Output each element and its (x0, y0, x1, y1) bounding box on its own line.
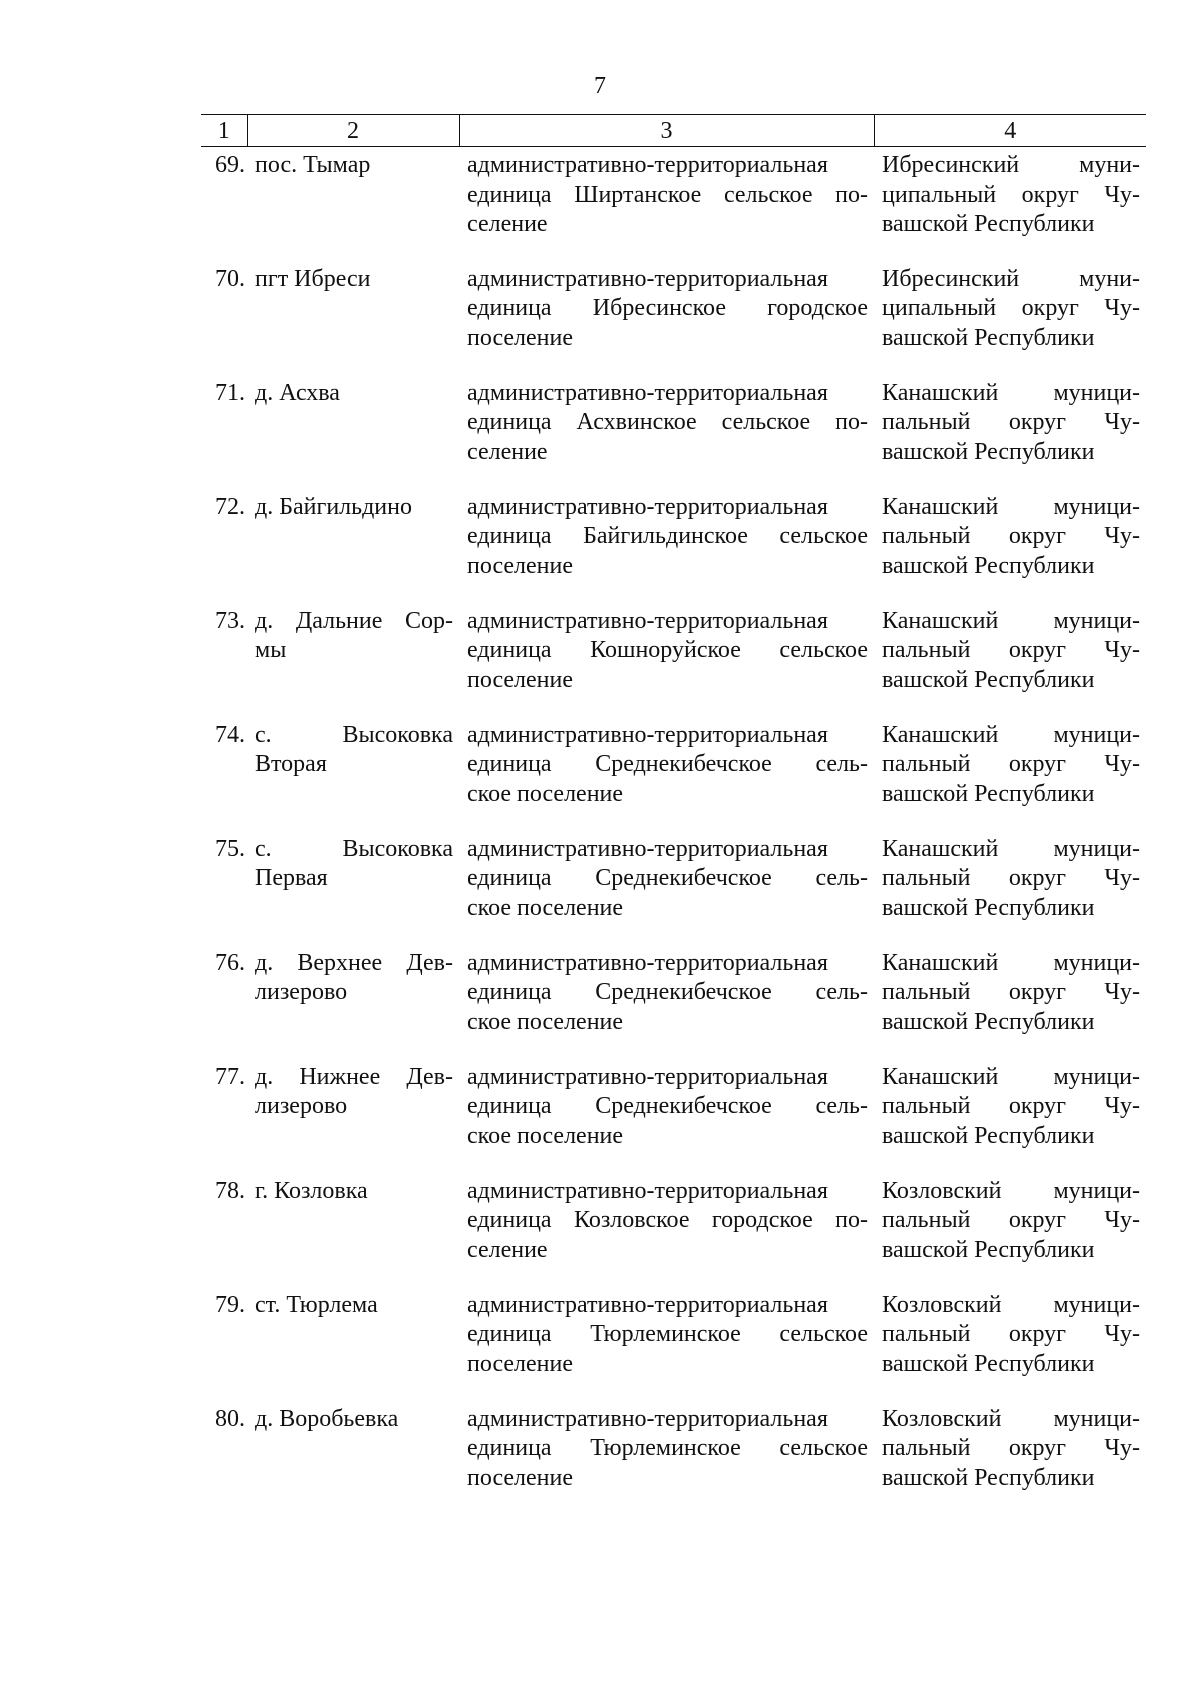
territorial-unit (459, 489, 874, 603)
territorial-unit (459, 147, 874, 261)
municipal-district-line: вашской Республики (882, 1350, 1095, 1377)
territorial-unit-line: селение (467, 211, 548, 237)
territorial-unit (459, 717, 874, 831)
settlement-name (247, 1401, 459, 1515)
municipal-district-line: Канашский муници- (882, 607, 1140, 634)
municipal-district (874, 147, 1146, 261)
page-number: 7 (594, 73, 606, 99)
municipal-district-line: ципальный округ Чу- (882, 181, 1140, 208)
settlement-name (247, 831, 459, 945)
municipal-district-line: вашской Республики (882, 1008, 1095, 1035)
settlement-name-line: ст. Тюрлема (255, 1291, 378, 1318)
municipal-district-line: пальный округ Чу- (882, 979, 1140, 1005)
municipal-district (874, 1059, 1146, 1173)
settlement-name (247, 147, 459, 261)
territorial-unit-line: единица Тюрлеминское сельское (467, 1321, 868, 1347)
municipal-district (874, 603, 1146, 717)
column-header-2: 2 (247, 115, 459, 147)
municipal-district-line: пальный округ Чу- (882, 1093, 1140, 1119)
territorial-unit-line: ское поселение (467, 1008, 624, 1035)
territorial-unit-line: административно-территориальная (467, 265, 828, 292)
municipal-district-line: Ибресинский муни- (882, 265, 1140, 292)
table-row (201, 717, 1146, 831)
municipal-district-line: Козловский муници- (882, 1405, 1140, 1432)
municipal-district-line: вашской Республики (882, 324, 1095, 351)
municipal-district (874, 261, 1146, 375)
municipal-district-line: Канашский муници- (882, 379, 1140, 406)
row-number: 76. (215, 949, 245, 976)
settlement-name (247, 1173, 459, 1287)
municipal-district (874, 1287, 1146, 1401)
municipal-district-line: Канашский муници- (882, 1063, 1140, 1090)
territorial-unit-line: административно-территориальная (467, 1177, 828, 1204)
territorial-unit-line: поселение (467, 1350, 574, 1377)
table-row (201, 1401, 1146, 1515)
column-header-4: 4 (874, 115, 1146, 147)
row-number: 70. (215, 265, 245, 292)
territorial-unit-line: поселение (467, 552, 574, 579)
municipal-district-line: вашской Республики (882, 894, 1095, 921)
table-row (201, 603, 1146, 717)
table-row (201, 375, 1146, 489)
territorial-unit-line: единица Среднекибечское сель- (467, 865, 868, 891)
territorial-unit (459, 603, 874, 717)
municipal-district (874, 375, 1146, 489)
territorial-unit (459, 945, 874, 1059)
column-header-3: 3 (459, 115, 874, 147)
territorial-unit-line: единица Козловское городское по- (467, 1207, 868, 1233)
settlement-name-line: д. Дальние Сор- (255, 607, 453, 634)
territorial-unit-line: ское поселение (467, 894, 624, 921)
settlement-name-line: д. Нижнее Дев- (255, 1063, 453, 1090)
municipal-district-line: Козловский муници- (882, 1177, 1140, 1204)
territorial-unit-line: поселение (467, 666, 574, 693)
row-number: 80. (215, 1405, 245, 1432)
territorial-unit-line: административно-территориальная (467, 1291, 828, 1318)
municipal-district-line: пальный округ Чу- (882, 865, 1140, 891)
municipal-district-line: Ибресинский муни- (882, 152, 1140, 178)
municipal-district-line: пальный округ Чу- (882, 637, 1140, 663)
territorial-unit-line: административно-территориальная (467, 493, 828, 520)
territorial-unit-line: единица Асхвинское сельское по- (467, 409, 868, 435)
municipal-district-line: вашской Республики (882, 552, 1095, 579)
row-number: 75. (215, 835, 245, 862)
territorial-unit-line: административно-территориальная (467, 835, 828, 862)
municipal-district-line: Козловский муници- (882, 1291, 1140, 1318)
municipal-district-line: вашской Республики (882, 438, 1095, 465)
territorial-unit (459, 1287, 874, 1401)
municipal-district-line: пальный округ Чу- (882, 1435, 1140, 1461)
table-row (201, 1173, 1146, 1287)
settlements-table (201, 114, 1146, 1515)
column-header-1: 1 (201, 115, 247, 147)
territorial-unit-line: единица Среднекибечское сель- (467, 979, 868, 1005)
municipal-district (874, 831, 1146, 945)
municipal-district-line: Канашский муници- (882, 721, 1140, 748)
territorial-unit-line: единица Байгильдинское сельское (467, 523, 868, 549)
table-row (201, 147, 1146, 261)
table-row (201, 1059, 1146, 1173)
territorial-unit-line: единица Ширтанское сельское по- (467, 181, 868, 208)
territorial-unit-line: ское поселение (467, 1122, 624, 1149)
settlement-name-line: мы (255, 637, 287, 663)
settlement-name-line: д. Воробьевка (255, 1405, 399, 1432)
table-header (201, 115, 1146, 147)
municipal-district-line: пальный округ Чу- (882, 1321, 1140, 1347)
municipal-district (874, 1173, 1146, 1287)
territorial-unit-line: административно-территориальная (467, 1063, 828, 1090)
settlement-name (247, 1059, 459, 1173)
settlement-name (247, 603, 459, 717)
settlement-name (247, 717, 459, 831)
table-row (201, 261, 1146, 375)
territorial-unit-line: административно-территориальная (467, 1405, 828, 1432)
municipal-district-line: ципальный округ Чу- (882, 295, 1140, 321)
municipal-district-line: Канашский муници- (882, 835, 1140, 862)
table-row (201, 1287, 1146, 1401)
municipal-district (874, 945, 1146, 1059)
municipal-district-line: вашской Республики (882, 211, 1095, 237)
row-number: 71. (215, 379, 245, 406)
territorial-unit-line: единица Среднекибечское сель- (467, 751, 868, 777)
row-number: 79. (215, 1291, 245, 1318)
territorial-unit-line: ское поселение (467, 780, 624, 807)
territorial-unit-line: единица Среднекибечское сель- (467, 1093, 868, 1119)
settlement-name (247, 375, 459, 489)
settlement-name-line: с. Высоковка (255, 721, 453, 748)
row-number: 73. (215, 607, 245, 634)
municipal-district-line: вашской Республики (882, 1122, 1095, 1149)
territorial-unit-line: единица Тюрлеминское сельское (467, 1435, 868, 1461)
municipal-district (874, 489, 1146, 603)
settlement-name (247, 261, 459, 375)
territorial-unit-line: административно-территориальная (467, 379, 828, 406)
settlement-name-line: д. Верхнее Дев- (255, 949, 453, 976)
settlement-name-line: пгт Ибреси (255, 265, 371, 292)
territorial-unit-line: административно-территориальная (467, 721, 828, 748)
municipal-district (874, 1401, 1146, 1515)
territorial-unit (459, 1059, 874, 1173)
settlement-name-line: д. Байгильдино (255, 493, 412, 520)
municipal-district-line: пальный округ Чу- (882, 751, 1140, 777)
municipal-district-line: вашской Республики (882, 780, 1095, 807)
row-number: 78. (215, 1177, 245, 1204)
table-row (201, 489, 1146, 603)
territorial-unit-line: административно-территориальная (467, 152, 828, 178)
settlement-name-line: г. Козловка (255, 1177, 368, 1204)
municipal-district-line: пальный округ Чу- (882, 409, 1140, 435)
municipal-district-line: Канашский муници- (882, 493, 1140, 520)
row-number: 72. (215, 493, 245, 520)
settlement-name-line: лизерово (255, 1093, 348, 1119)
territorial-unit-line: селение (467, 1236, 548, 1263)
territorial-unit-line: единица Кошноруйское сельское (467, 637, 868, 663)
settlement-name-line: лизерово (255, 979, 348, 1005)
settlement-name-line: с. Высоковка (255, 835, 453, 862)
territorial-unit-line: селение (467, 438, 548, 465)
territorial-unit-line: поселение (467, 324, 574, 351)
territorial-unit-line: административно-территориальная (467, 949, 828, 976)
settlement-name-line: д. Асхва (255, 379, 340, 406)
table-row (201, 945, 1146, 1059)
settlement-name (247, 945, 459, 1059)
territorial-unit (459, 261, 874, 375)
municipal-district (874, 717, 1146, 831)
settlement-name (247, 1287, 459, 1401)
territorial-unit-line: единица Ибресинское городское (467, 295, 868, 321)
territorial-unit (459, 375, 874, 489)
territorial-unit (459, 1401, 874, 1515)
settlement-name-line: Вторая (255, 751, 327, 777)
row-number: 77. (215, 1063, 245, 1090)
municipal-district-line: вашской Республики (882, 666, 1095, 693)
territorial-unit-line: поселение (467, 1464, 574, 1491)
territorial-unit (459, 831, 874, 945)
municipal-district-line: Канашский муници- (882, 949, 1140, 976)
settlement-name (247, 489, 459, 603)
municipal-district-line: вашской Республики (882, 1236, 1095, 1263)
settlement-name-line: Первая (255, 865, 328, 891)
settlement-name-line: пос. Тымар (255, 152, 371, 178)
row-number: 69. (215, 152, 245, 178)
table-row (201, 831, 1146, 945)
row-number: 74. (215, 721, 245, 748)
municipal-district-line: пальный округ Чу- (882, 523, 1140, 549)
municipal-district-line: вашской Республики (882, 1464, 1095, 1491)
territorial-unit (459, 1173, 874, 1287)
municipal-district-line: пальный округ Чу- (882, 1207, 1140, 1233)
territorial-unit-line: административно-территориальная (467, 607, 828, 634)
table-body (201, 147, 1146, 1515)
